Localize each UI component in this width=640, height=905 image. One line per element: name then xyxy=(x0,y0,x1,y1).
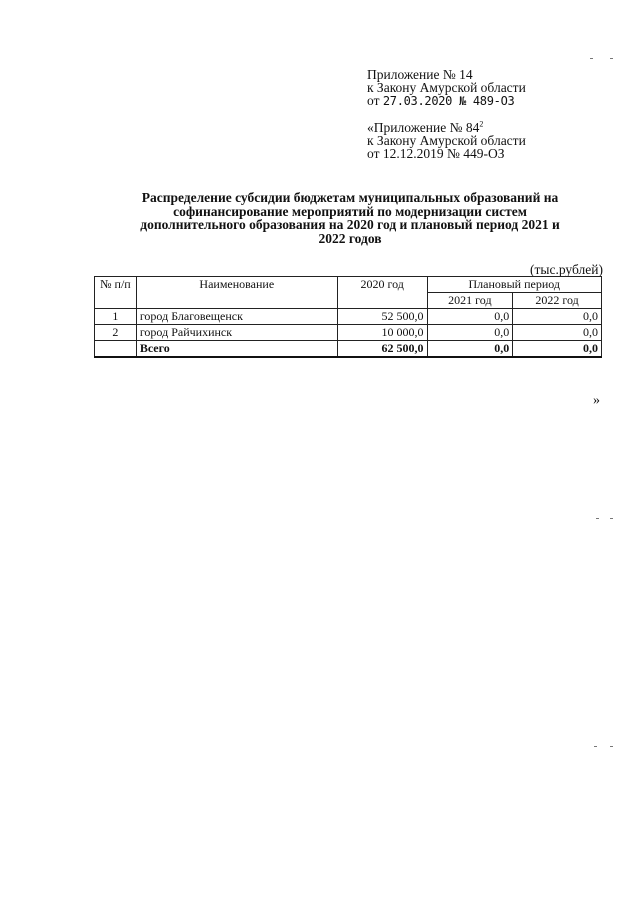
table-row xyxy=(95,309,602,325)
row-name: город Благовещенск xyxy=(136,309,337,325)
total-2021: 0,0 xyxy=(427,341,513,358)
law-date xyxy=(367,94,587,108)
appendix-number: Приложение № 14 xyxy=(367,67,473,82)
row-2022: 0,0 xyxy=(513,325,602,341)
title-line-1: Распределение субсидии бюджетам муниципальных образований на xyxy=(141,190,559,205)
row-2021: 0,0 xyxy=(427,309,513,325)
closing-quote: » xyxy=(593,393,600,408)
original-appendix-header xyxy=(367,121,587,160)
total-num xyxy=(95,341,137,358)
table-row xyxy=(95,325,602,341)
appendix-superscript: 2 xyxy=(479,119,484,129)
handwritten-date-number: 27.03.2020 № 489-ОЗ xyxy=(382,94,515,108)
scan-speck xyxy=(596,518,599,519)
scan-speck xyxy=(610,518,613,519)
original-law-reference: к Закону Амурской области xyxy=(367,133,526,148)
row-num: 1 xyxy=(95,309,137,325)
total-2022: 0,0 xyxy=(513,341,602,358)
row-2020: 10 000,0 xyxy=(337,325,427,341)
scan-speck xyxy=(610,746,613,747)
original-appendix-number-text: «Приложение № 84 xyxy=(367,120,480,135)
total-label: Всего xyxy=(136,341,337,358)
header-2022: 2022 год xyxy=(513,293,602,309)
units-label: (тыс.рублей) xyxy=(530,262,603,277)
scan-speck xyxy=(610,58,613,59)
table-header-row xyxy=(95,277,602,293)
title-line-2: софинансирование мероприятий по модернизации систем xyxy=(173,203,527,219)
header-plan-period: Плановый период xyxy=(427,277,601,293)
row-2022: 0,0 xyxy=(513,309,602,325)
subsidy-table xyxy=(94,276,602,358)
title-line-3: дополнительного образования на 2020 год и плановый период 2021 и xyxy=(140,217,560,232)
row-2020: 52 500,0 xyxy=(337,309,427,325)
total-2020: 62 500,0 xyxy=(337,341,427,358)
row-2021: 0,0 xyxy=(427,325,513,341)
row-num: 2 xyxy=(95,325,137,341)
original-law-date: от 12.12.2019 № 449-ОЗ xyxy=(367,146,505,161)
scan-speck xyxy=(594,746,597,747)
header-2021: 2021 год xyxy=(427,293,513,309)
appendix-header xyxy=(367,68,587,108)
table-total-row xyxy=(95,341,602,358)
scan-speck xyxy=(590,58,593,59)
header-2020: 2020 год xyxy=(337,277,427,309)
title-line-4: 2022 годов xyxy=(318,230,382,246)
header-name: Наименование xyxy=(136,277,337,309)
row-name: город Райчихинск xyxy=(136,325,337,341)
law-date-prefix: от xyxy=(367,93,380,108)
header-num: № п/п xyxy=(95,277,137,309)
law-reference: к Закону Амурской области xyxy=(367,80,526,95)
document-title xyxy=(96,191,604,245)
